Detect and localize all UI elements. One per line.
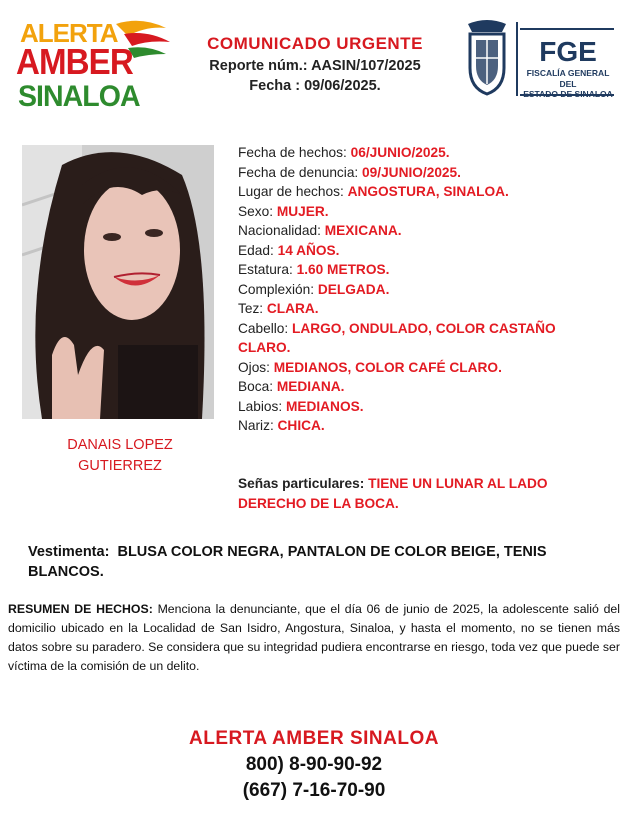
detail-label: Lugar de hechos: — [238, 184, 348, 199]
detail-row — [238, 319, 598, 358]
fge-acronym: FGE — [539, 36, 597, 67]
marks-value: TIENE UN LUNAR AL LADO DERECHO DE LA BOCA. — [238, 476, 548, 511]
logo-amber-text: AMBER — [16, 41, 133, 82]
clothing-value: BLUSA COLOR NEGRA, PANTALON DE COLOR BEIGE, TENIS BLANCOS. — [28, 544, 547, 580]
fge-rule-bottom — [520, 94, 614, 96]
marks-label: Señas particulares: — [238, 476, 369, 491]
fge-logo — [462, 18, 618, 98]
detail-value: 1.60 METROS. — [296, 262, 390, 277]
detail-row — [238, 299, 598, 319]
detail-value: MEXICANA. — [324, 223, 402, 238]
fge-rule-top — [520, 28, 614, 30]
name-line: GUTIERREZ — [78, 458, 162, 474]
report-number: Reporte núm.: AASIN/107/2025 — [209, 58, 421, 74]
detail-label: Labios: — [238, 398, 286, 414]
detail-value: 14 AÑOS. — [277, 242, 340, 258]
detail-value: DELGADA. — [317, 281, 390, 297]
detail-label: Sexo: — [238, 203, 277, 219]
detail-row — [238, 143, 598, 163]
detail-value: LARGO, ONDULADO, COLOR CASTAÑO CLARO. — [238, 320, 556, 355]
person-details — [238, 143, 598, 436]
detail-label: Edad: — [238, 242, 278, 258]
clothing-label: Vestimenta: — [28, 544, 110, 560]
detail-row — [238, 221, 598, 241]
phone-number: 800) 8-90-90-92 — [245, 754, 383, 775]
detail-row — [238, 202, 598, 222]
detail-row — [238, 397, 598, 417]
detail-row — [238, 182, 598, 202]
detail-row — [238, 280, 598, 300]
detail-label: Boca: — [238, 379, 277, 394]
detail-label: Complexión: — [238, 281, 318, 297]
detail-label: Fecha de denuncia: — [238, 164, 363, 180]
detail-label: Nacionalidad: — [238, 223, 325, 238]
contact-footer — [0, 728, 628, 802]
detail-value: 06/JUNIO/2025. — [350, 145, 450, 160]
detail-label: Fecha de hechos: — [238, 145, 351, 160]
detail-row — [238, 241, 598, 261]
missing-person-photo — [22, 145, 214, 419]
detail-row — [238, 163, 598, 183]
phone-number: (667) 7-16-70-90 — [242, 780, 386, 801]
incident-summary — [8, 600, 620, 676]
detail-value: MEDIANOS, COLOR CAFÉ CLARO. — [273, 359, 502, 375]
detail-value: MUJER. — [276, 203, 329, 219]
detail-value: MEDIANOS. — [285, 398, 364, 414]
bulletin-title: COMUNICADO URGENTE — [207, 34, 423, 53]
detail-row — [238, 377, 598, 397]
missing-person-name — [40, 435, 200, 477]
detail-value: 09/JUNIO/2025. — [362, 164, 461, 180]
detail-row — [238, 416, 598, 436]
alerta-amber-logo — [16, 14, 176, 114]
detail-label: Tez: — [238, 301, 267, 316]
detail-label: Estatura: — [238, 262, 297, 277]
detail-value: CLARA. — [266, 301, 319, 316]
state-seal-icon — [462, 18, 512, 98]
detail-value: MEDIANA. — [276, 379, 345, 394]
footer-title: ALERTA AMBER SINALOA — [189, 728, 439, 749]
summary-label: RESUMEN DE HECHOS: — [8, 602, 153, 616]
detail-label: Cabello: — [238, 320, 293, 336]
clothing-description — [28, 542, 608, 582]
detail-value: ANGOSTURA, SINALOA. — [347, 184, 509, 199]
detail-row — [238, 358, 598, 378]
detail-value: CHICA. — [277, 418, 325, 433]
distinguishing-marks — [238, 474, 598, 513]
fge-divider — [516, 22, 518, 96]
detail-label: Ojos: — [238, 359, 274, 375]
detail-row — [238, 260, 598, 280]
bulletin-header — [180, 34, 450, 94]
bulletin-date: Fecha : 09/06/2025. — [249, 78, 381, 94]
logo-sinaloa-text: SINALOA — [18, 80, 140, 113]
logo-alerta-text: ALERTA — [20, 18, 118, 48]
summary-text: Menciona la denunciante, que el día 06 de junio de 2025, la adolescente salió del domicilio ubicado en la Localidad de San Isidro, Angostura, Sinaloa, y hasta el momento, no se tienen más datos sobre su paradero. Se considera que su integridad pudiera encontrarse en riesgo, toda vez que puede ser víctima de la comisión de un delito. — [8, 602, 621, 673]
name-line: DANAIS LOPEZ — [67, 437, 173, 453]
detail-label: Nariz: — [238, 418, 278, 433]
fge-name-line: FISCALÍA GENERAL DEL — [526, 68, 610, 89]
